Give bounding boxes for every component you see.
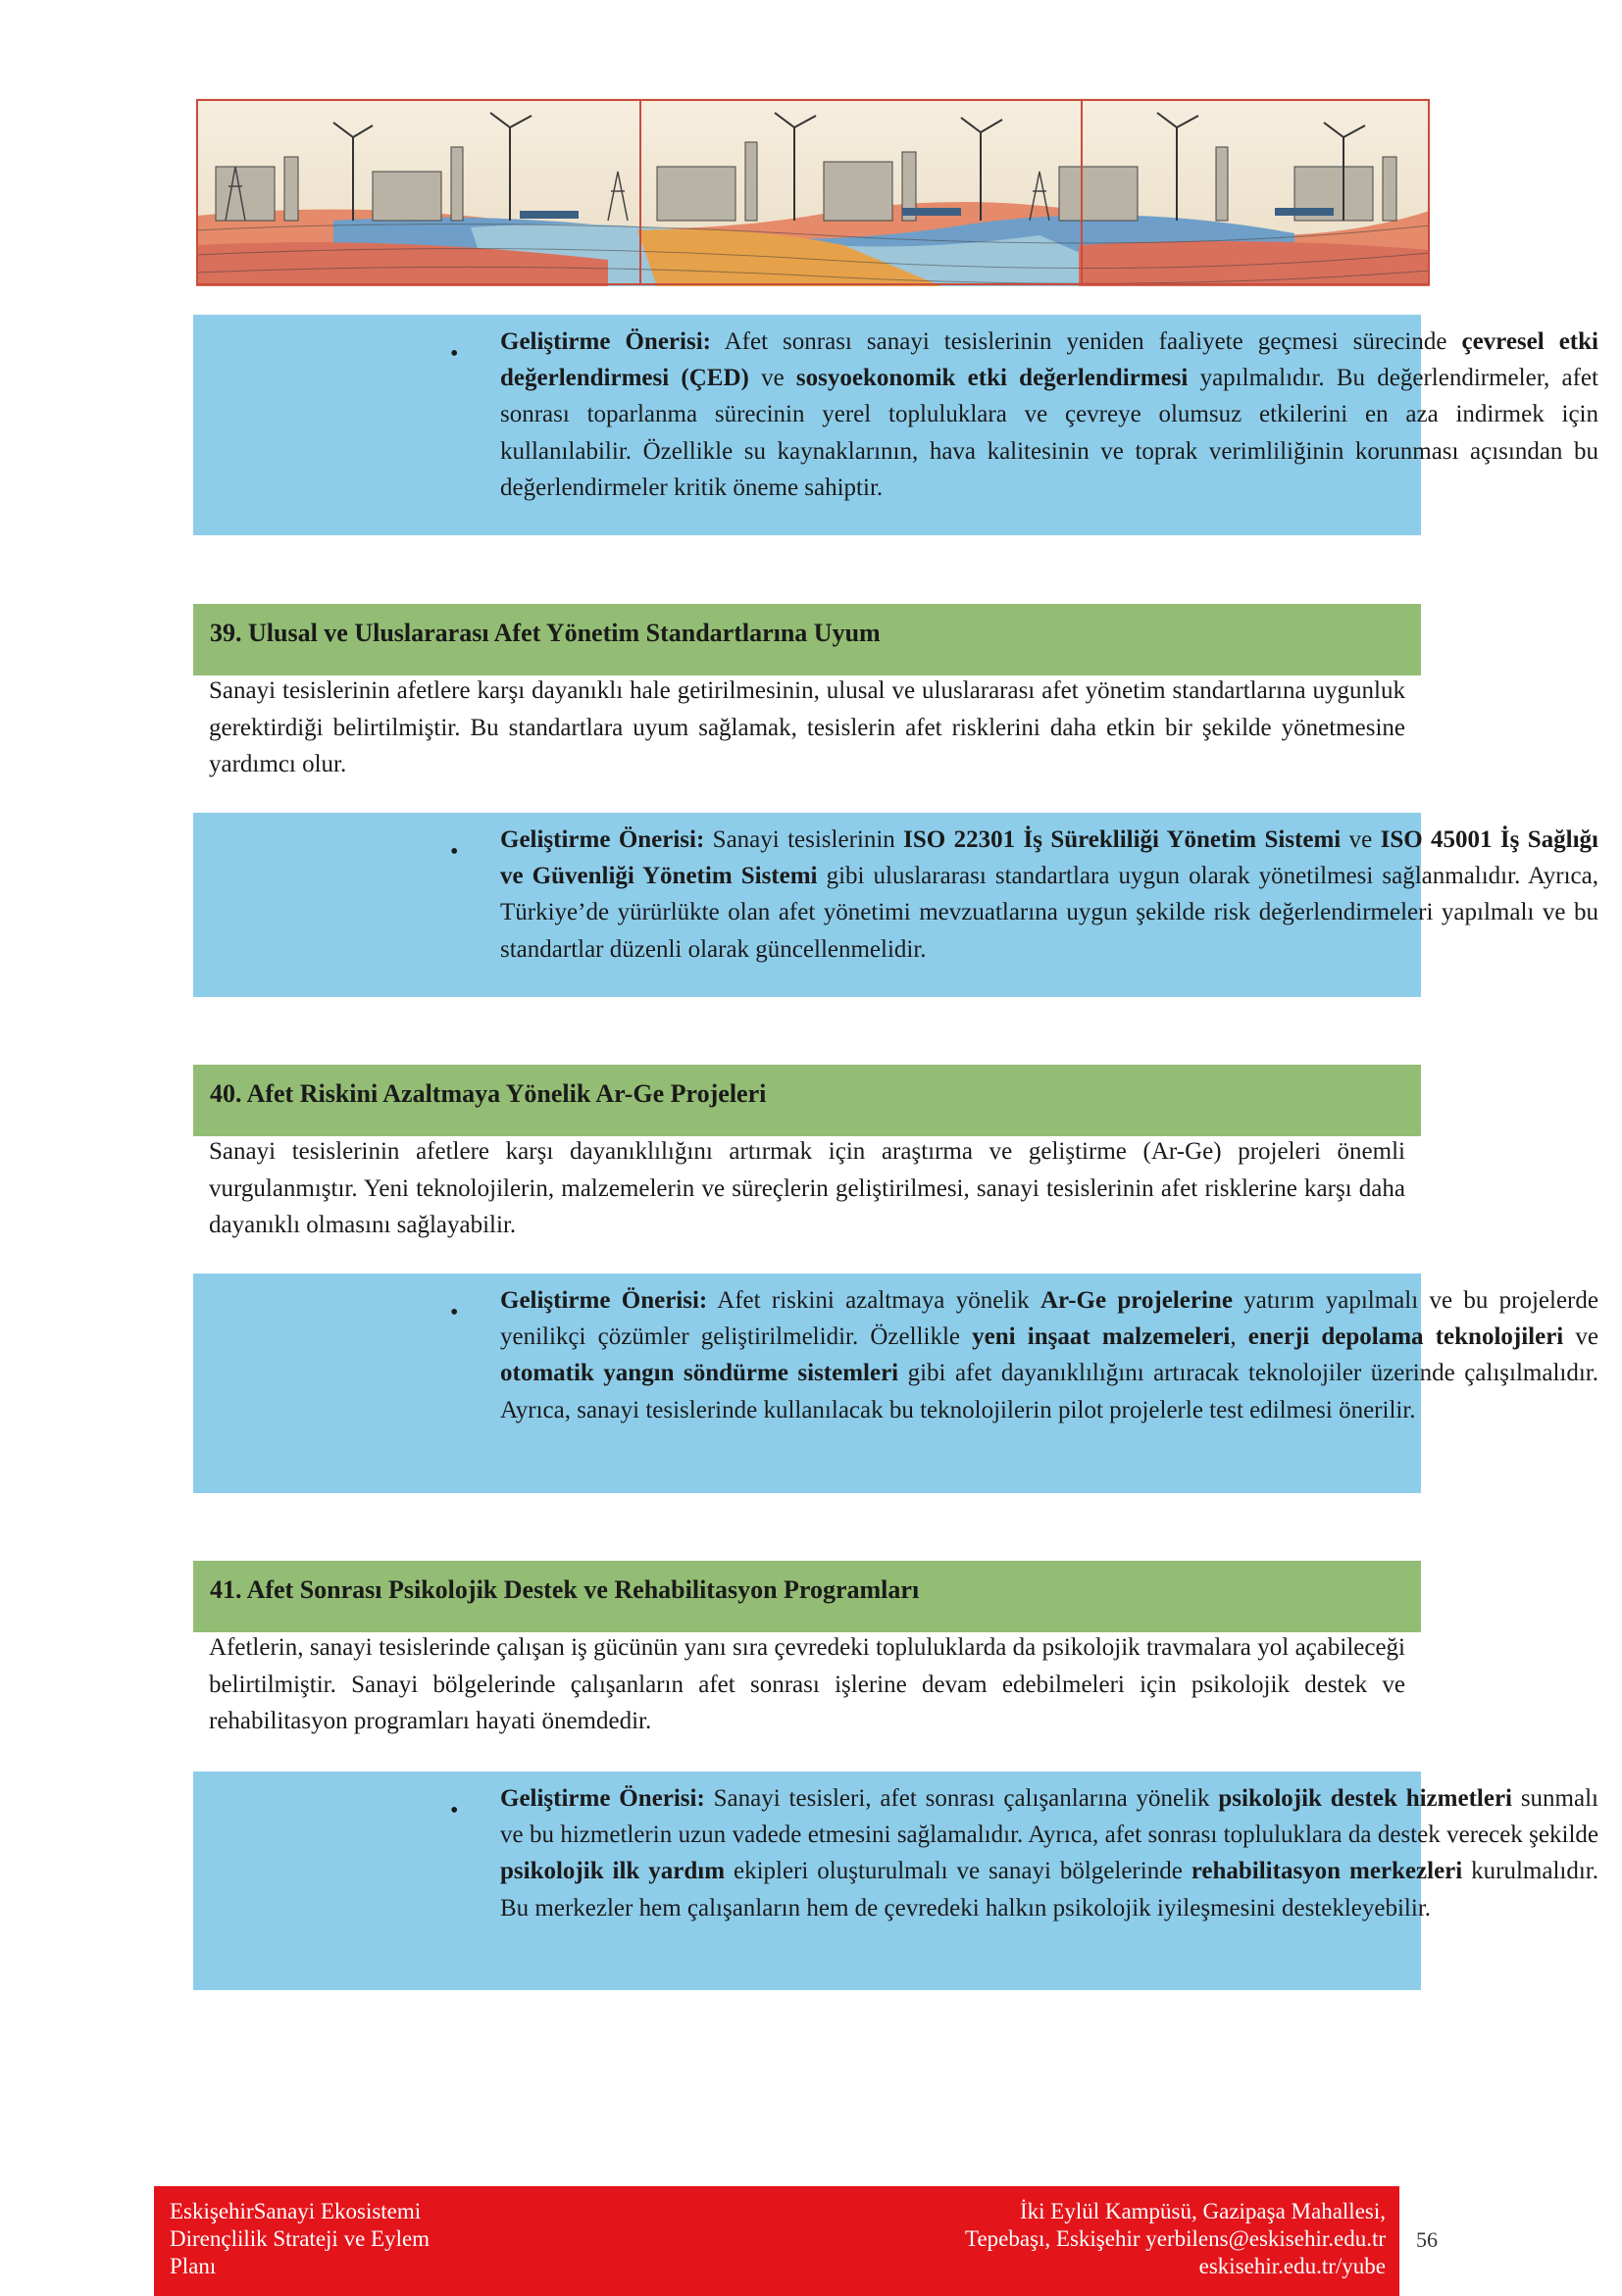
body-text: ve <box>1563 1323 1599 1351</box>
footer-bar <box>154 2186 1399 2296</box>
suggestion-box-3 <box>193 1273 1599 1493</box>
footer-right-line: İki Eylül Kampüsü, Gazipaşa Mahallesi, <box>1019 2199 1386 2223</box>
bullet-dot: • <box>450 1798 459 1823</box>
section-heading-box <box>193 1561 1421 1632</box>
suggestion-text <box>500 1282 1598 1428</box>
body-text: Afet riskini azaltmaya yönelik <box>707 1287 1040 1314</box>
footer-left-line: Planı <box>170 2254 217 2278</box>
bullet-dot: • <box>450 341 459 367</box>
page-number: 56 <box>1416 2227 1438 2252</box>
suggestion-text <box>500 1780 1598 1926</box>
section-paragraph: Sanayi tesislerinin afetlere karşı dayanıklı hale getirilmesinin, ulusal ve uluslararası afet yönetim standartlarına uygunluk gerektirdiği belirtilmiştir. Bu standartlara uyum sağlamak, tesislerin afet risklerini daha etkin bir şekilde yönetmesine yardımcı olur. <box>209 677 1405 777</box>
emphasis-text: enerji depolama teknolojileri <box>1247 1323 1564 1351</box>
body-text: Sanayi tesisleri, afet sonrası çalışanlarına yönelik <box>704 1785 1219 1812</box>
body-text: ve <box>748 365 796 392</box>
section-heading: 41. Afet Sonrası Psikolojik Destek ve Rehabilitasyon Programları <box>210 1575 920 1604</box>
footer-address <box>965 2198 1386 2280</box>
footer-left-line: EskişehirSanayi Ekosistemi <box>170 2199 422 2223</box>
footer-left-line: Dirençlilik Strateji ve Eylem <box>170 2226 431 2251</box>
footer-plan-title <box>170 2198 430 2280</box>
bullet-dot: • <box>450 1300 459 1325</box>
emphasis-text: yeni inşaat malzemeleri <box>972 1323 1231 1351</box>
body-text: gibi afet dayanıklılığını artıracak teknolojiler üzerinde çalışılmalıdır. Ayrıca, sanayi tesislerinde kullanılacak bu teknolojilerin pilot projelerle test edilmesi önerilir. <box>500 1360 1598 1423</box>
suggestion-label: Geliştirme Önerisi: <box>500 1785 705 1812</box>
section-heading: 39. Ulusal ve Uluslararası Afet Yönetim Standartlarına Uyum <box>210 619 881 647</box>
suggestion-text <box>500 822 1598 968</box>
emphasis-text: rehabilitasyon merkezleri <box>1191 1858 1463 1885</box>
body-text: kurulmalıdır. Bu merkezler hem çalışanların hem de çevredeki halkın psikolojik iyileşmesini destekleyebilir. <box>500 1858 1598 1922</box>
body-text: ve <box>1341 826 1381 853</box>
body-text: , <box>1230 1323 1248 1351</box>
emphasis-text: psikolojik ilk yardım <box>500 1858 726 1885</box>
suggestion-box-1 <box>193 315 1598 535</box>
body-text: Sanayi tesislerinin <box>704 826 904 853</box>
suggestion-label: Geliştirme Önerisi: <box>500 328 711 355</box>
emphasis-text: ISO 22301 İş Sürekliliği Yönetim Sistemi <box>903 826 1342 853</box>
body-text: Afet sonrası sanayi tesislerinin yeniden faaliyete geçmesi sürecinde <box>710 328 1462 355</box>
suggestion-box-4 <box>193 1772 1598 1990</box>
emphasis-text: otomatik yangın söndürme sistemleri <box>500 1360 899 1387</box>
emphasis-text: ISO 45001 İş Sağlığı ve Güvenliği Yönetim Sistemi <box>500 826 1598 890</box>
footer-right-line[interactable]: Tepebaşı, Eskişehir yerbilens@eskisehir.edu.tr <box>965 2226 1386 2251</box>
body-text: yapılmalıdır. Bu değerlendirmeler, afet sonrası toparlanma sürecinin yerel topluluklara ve çevreye olumsuz etkilerini en aza indirmek için kullanılabilir. Özellikle su kaynaklarının, hava kalitesinin ve toprak verimliliğinin korunması açısından bu değerlendirmeler kritik öneme sahiptir. <box>500 365 1598 501</box>
bullet-dot: • <box>450 839 459 865</box>
body-text: sunmalı ve bu hizmetlerin uzun vadede etmesini sağlamalıdır. Ayrıca, afet sonrası topluluklara da destek verecek şekilde <box>500 1785 1598 1849</box>
section-heading-box <box>193 604 1421 675</box>
header-banner-illustration <box>196 98 1430 286</box>
body-text: yatırım yapılmalı ve bu projelerde yenilikçi çözümler geliştirilmelidir. Özellikle <box>500 1287 1598 1351</box>
section-paragraph: Afetlerin, sanayi tesislerinde çalışan iş gücünün yanı sıra çevredeki topluluklarda da psikolojik travmalara yol açabileceği belirtilmiştir. Sanayi bölgelerinde çalışanların afet sonrası işlerine devam edebilmeleri için psikolojik destek ve rehabilitasyon programları hayati önemdedir. <box>209 1634 1405 1734</box>
body-text: ekipleri oluşturulmalı ve sanayi bölgelerinde <box>725 1858 1191 1885</box>
section-heading: 40. Afet Riskini Azaltmaya Yönelik Ar-Ge Projeleri <box>210 1079 767 1108</box>
suggestion-box-2 <box>193 813 1598 997</box>
body-text: gibi uluslararası standartlara uygun olarak yönetilmesi sağlanmalıdır. Ayrıca, Türkiye’de yürürlükte olan afet yönetimi mevzuatlarına uygun şekilde risk değerlendirmeleri yapılmalı ve bu standartlar düzenli olarak güncellenmelidir. <box>500 863 1598 963</box>
emphasis-text: sosyoekonomik etki değerlendirmesi <box>795 365 1189 392</box>
footer-website-link[interactable]: eskisehir.edu.tr/yube <box>1198 2254 1386 2278</box>
suggestion-text <box>500 324 1598 506</box>
suggestion-label: Geliştirme Önerisi: <box>500 1287 708 1314</box>
emphasis-text: psikolojik destek hizmetleri <box>1218 1785 1512 1812</box>
suggestion-label: Geliştirme Önerisi: <box>500 826 705 853</box>
emphasis-text: çevresel etki değerlendirmesi (ÇED) <box>500 328 1598 392</box>
section-paragraph: Sanayi tesislerinin afetlere karşı dayanıklılığını artırmak için araştırma ve geliştirme (Ar-Ge) projeleri önemli vurgulanmıştır. Yeni teknolojilerin, malzemelerin ve süreçlerin geliştirilmesi, sanayi tesislerinin afet risklerine karşı daha dayanıklı olmasını sağlayabilir. <box>209 1138 1405 1238</box>
section-heading-box <box>193 1065 1421 1136</box>
emphasis-text: Ar-Ge projelerine <box>1039 1287 1233 1314</box>
